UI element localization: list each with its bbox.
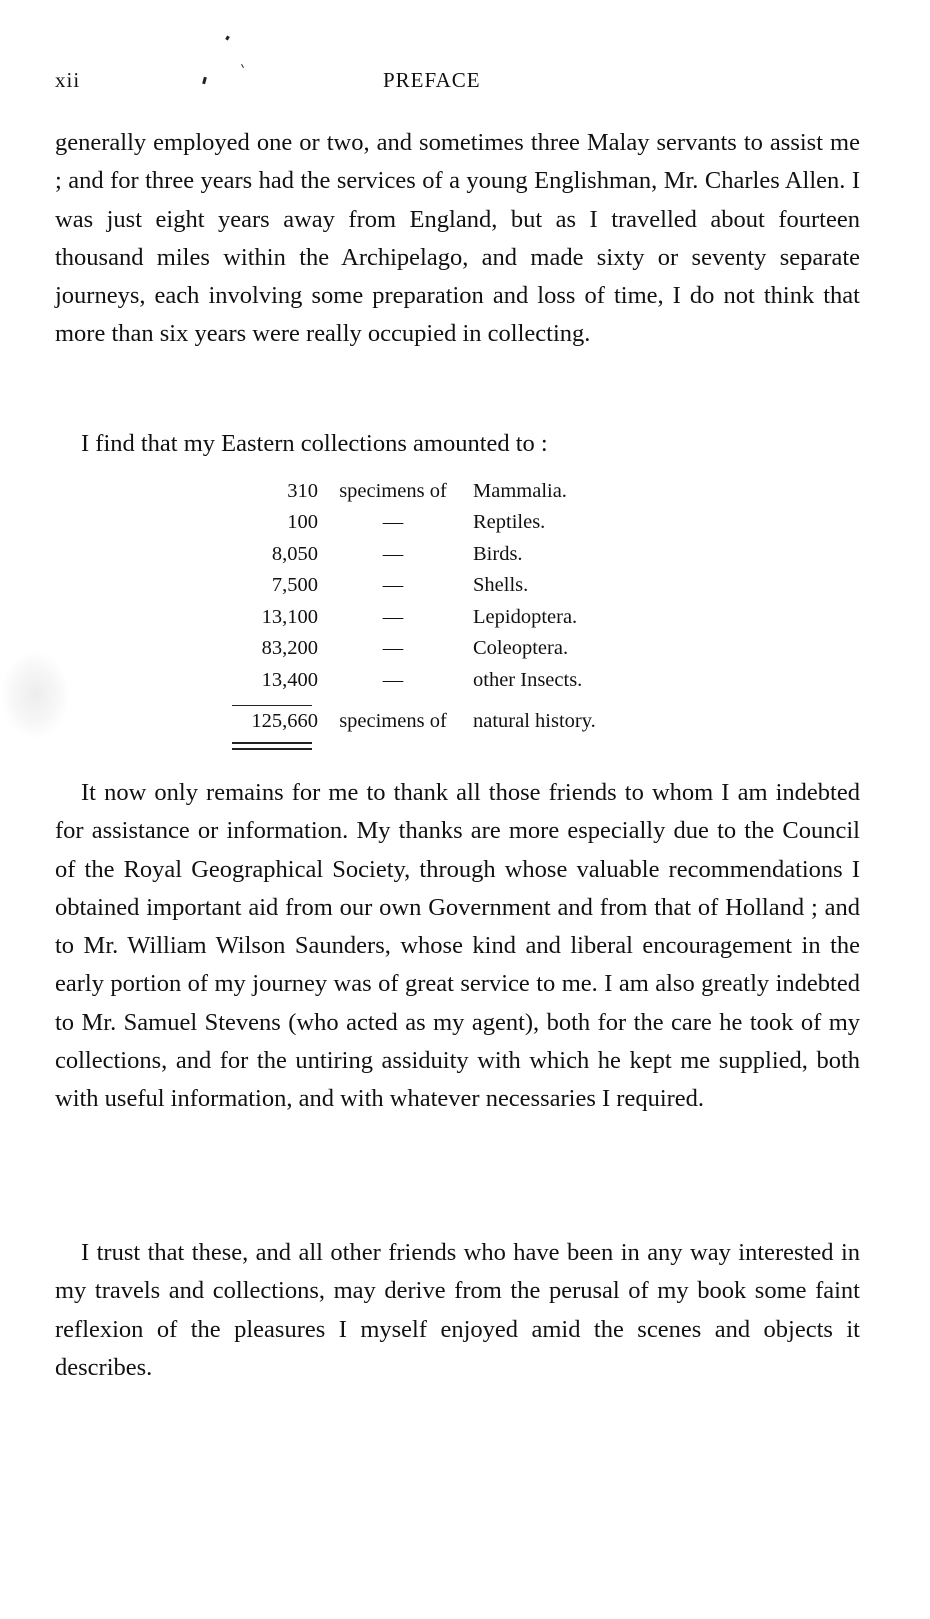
collections-row [180,574,700,604]
print-speck [225,36,230,41]
total-count: 125,660 [251,710,318,732]
running-header [55,68,865,100]
specimens-of-label: specimens of [339,710,447,732]
collections-row [180,543,700,573]
paragraph-text: It now only remains for me to thank all those friends to whom I am indebted for assistance or information. My thanks are more especially due to the Council of the Royal Geographical Society, through whose valuable recommendations I obtained important aid from our own Government and from that of Holland ; and to Mr. William Wilson Saunders, whose kind and liberal encouragement in the early portion of my journey was of great service to me. I am also greatly indebted to Mr. Samuel Stevens (who acted as my agent), both for the care he took of my collections, and for the untiring assiduity with which he kept me supplied, both with useful information, and with whatever necessaries I required. [55,779,860,1113]
collections-row [180,511,700,541]
specimen-group: Mammalia. [473,480,567,502]
specimen-group: other Insects. [473,669,583,691]
sum-rule [232,705,312,706]
specimens-of-label: specimens of [339,480,447,502]
paragraph-text: I find that my Eastern collections amounted to : [81,430,548,457]
specimen-group: Lepidoptera. [473,606,578,628]
ditto-dash: — [382,669,404,691]
specimen-group: Reptiles. [473,511,546,533]
paragraph-collections-intro [55,425,860,463]
specimen-group: Birds. [473,543,523,565]
ditto-dash: — [382,637,404,659]
paragraph-thanks [55,774,860,1119]
page-number: xii [55,68,81,92]
paragraph-continued [55,124,860,354]
running-title: PREFACE [383,68,481,92]
specimen-group: Coleoptera. [473,637,569,659]
total-double-rule-top [232,742,312,744]
total-double-rule-bottom [232,748,312,750]
specimen-count: 310 [287,480,318,502]
specimen-count: 7,500 [271,574,318,596]
specimen-count: 13,100 [261,606,318,628]
ditto-dash: — [382,543,404,565]
paragraph-text: I trust that these, and all other friends who have been in any way interested in my travels and collections, may derive from the perusal of my book some faint reflexion of the pleasures I myself enjoyed amid the scenes and objects it describes. [55,1239,860,1381]
page-stain [0,650,70,740]
collections-table [180,480,700,770]
ditto-dash: — [382,511,404,533]
collections-row [180,669,700,699]
ditto-dash: — [382,606,404,628]
specimen-count: 13,400 [261,669,318,691]
total-group: natural history. [473,710,596,732]
specimen-count: 83,200 [261,637,318,659]
collections-row [180,637,700,667]
specimen-count: 100 [287,511,318,533]
collections-total-row [180,710,700,740]
paragraph-closing [55,1234,860,1387]
specimen-group: Shells. [473,574,529,596]
collections-row [180,480,700,510]
paragraph-text: generally employed one or two, and sometimes three Malay servants to assist me ; and for three years had the services of a young Englishman, Mr. Charles Allen. I was just eight years away from England, but as I travelled about fourteen thousand miles within the Archipelago, and made sixty or seventy separate journeys, each involving some preparation and loss of time, I do not think that more than six years were really occupied in collecting. [55,129,860,348]
collections-row [180,606,700,636]
ditto-dash: — [382,574,404,596]
specimen-count: 8,050 [271,543,318,565]
